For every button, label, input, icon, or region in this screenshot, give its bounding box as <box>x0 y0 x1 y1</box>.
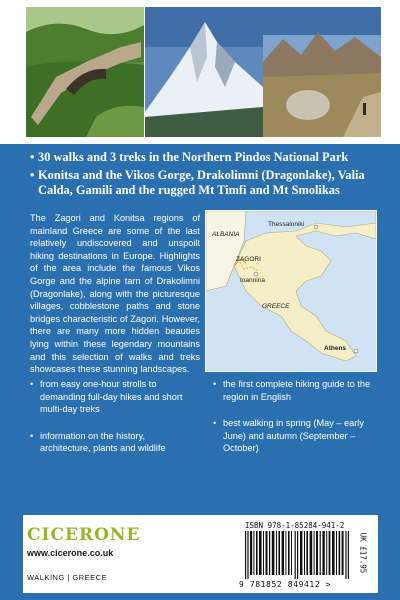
feature-bullets-left <box>30 378 195 469</box>
publisher-footer <box>23 515 378 593</box>
barcode-digits: 9 781852 849412 > <box>239 580 332 589</box>
map-label-zagori: ZAGORI <box>236 256 261 263</box>
highlight-text: Konitsa and the Vikos Gorge, Drakolimni (Dragonlake), Valia Calda, Gamili and the rugged Mt Timfi and Mt Smolikas <box>38 167 365 197</box>
book-category: WALKING | GREECE <box>27 573 108 582</box>
hiker-mountain-photo <box>263 7 381 137</box>
cicerone-logo: CICERONE <box>27 525 141 545</box>
snowy-mountain-photo <box>145 7 263 137</box>
highlights-list <box>30 150 390 201</box>
publisher-website: www.cicerone.co.uk <box>27 548 114 558</box>
feature-bullets-right <box>213 378 378 469</box>
price-label <box>356 521 370 585</box>
region-map <box>205 210 377 372</box>
highlight-item <box>30 150 390 166</box>
map-label-athens: Athens <box>324 345 347 352</box>
highlight-text: 30 walks and 3 treks in the Northern Pindos National Park <box>38 150 349 164</box>
bullet-icon: • <box>30 167 35 182</box>
feature-bullet: • best walking in spring (May – early June) and autumn (September – October) <box>213 417 378 455</box>
intro-paragraph: The Zagori and Konitsa regions of mainland Greece are some of the last relatively undiscovered and unspoilt hiking destinations in Europe. Highlights of the area include the famous Vikos Gorge and the alpine tarn of Drakolimni (Dragonlake), along with the picturesque villages, cobblestone paths and stone bridges characteristic of Zagori. However, there are many more hidden beauties lying within these legendary mountains and this selection of walks and treks showcases these stunning landscapes. <box>30 213 200 375</box>
map-label-greece: GREECE <box>262 303 290 310</box>
barcode-icon <box>245 531 349 579</box>
price-text: UK £17.95 <box>358 532 368 574</box>
cover-photo-strip <box>0 0 400 144</box>
feature-bullet: • the first complete hiking guide to the region in English <box>213 378 378 403</box>
feature-bullet: • from easy one-hour strolls to demanding full-day hikes and short multi-day treks <box>30 378 195 416</box>
bullet-icon: • <box>30 150 35 164</box>
map-label-ioannina: Ioannina <box>240 277 265 284</box>
stone-bridge-photo <box>26 7 144 137</box>
map-label-albania: ALBANIA <box>212 231 240 238</box>
feature-bullet: • information on the history, architecture, plants and wildlife <box>30 430 195 455</box>
highlight-item <box>30 168 390 199</box>
map-label-thessaloniki: Thessaloniki <box>268 221 305 228</box>
isbn-number: ISBN 978-1-85284-941-2 <box>245 521 345 530</box>
